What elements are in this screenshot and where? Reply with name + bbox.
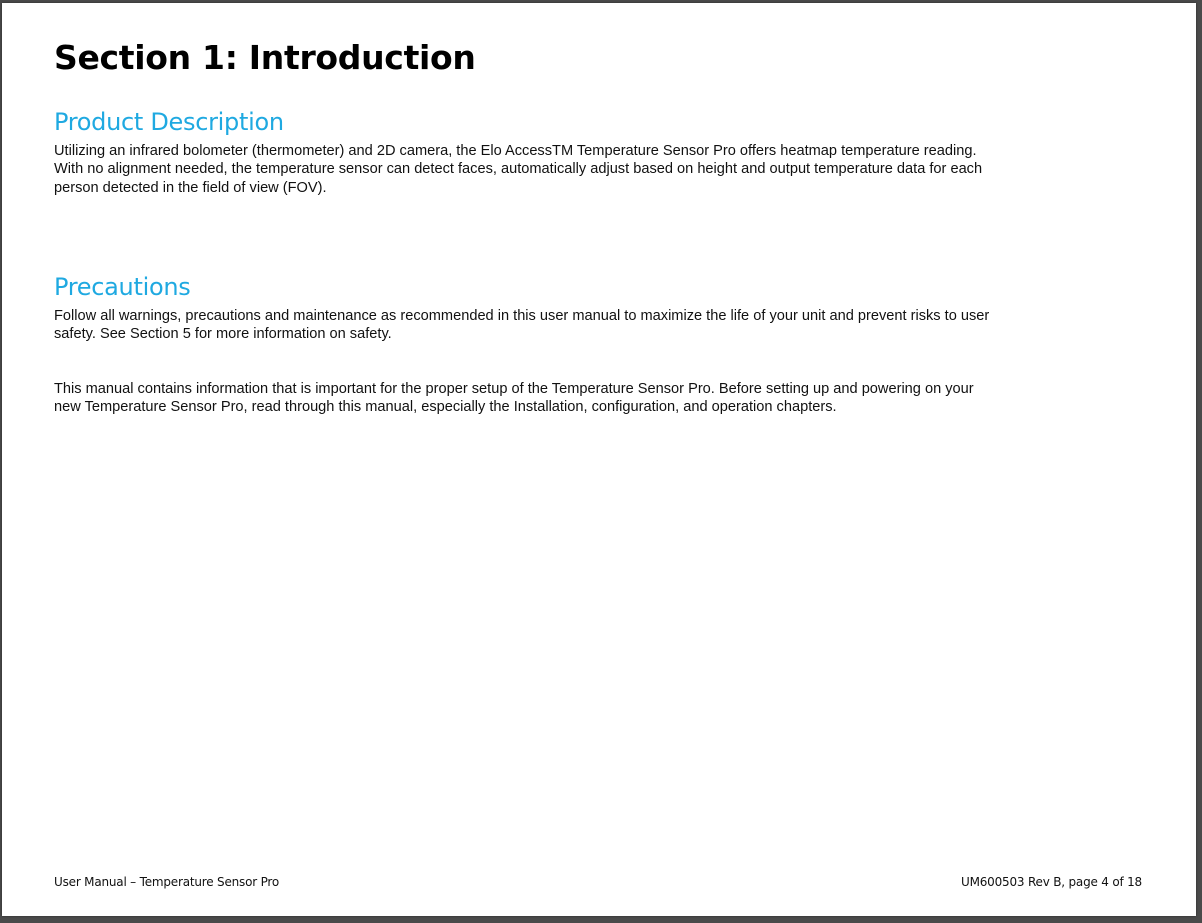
footer-page-number: UM600503 Rev B, page 4 of 18 [960, 875, 1142, 889]
product-description-paragraph: Utilizing an infrared bolometer (thermometer) and 2D camera, the Elo AccessTM Temperature Sensor Pro offers heatmap temperature reading. With no alignment needed, the temperature sensor can detect faces, automatically adjust based on height and output temperature data for each person detected in the field of view (FOV). [54, 143, 983, 196]
document-page [2, 3, 1196, 916]
precautions-heading: Precautions [54, 273, 191, 301]
precautions-paragraph: Follow all warnings, precautions and maintenance as recommended in this user manual to maximize the life of your unit and prevent risks to user safety. See Section 5 for more information on safety. [54, 308, 990, 343]
product-description-heading: Product Description [54, 108, 284, 136]
footer-document-title: User Manual – Temperature Sensor Pro [54, 875, 280, 889]
manual-info-paragraph: This manual contains information that is important for the proper setup of the Temperature Sensor Pro. Before setting up and powering on your new Temperature Sensor Pro, read through this manual, especially the Installation, configuration, and operation chapters. [54, 381, 974, 416]
section-title: Section 1: Introduction [54, 38, 476, 77]
